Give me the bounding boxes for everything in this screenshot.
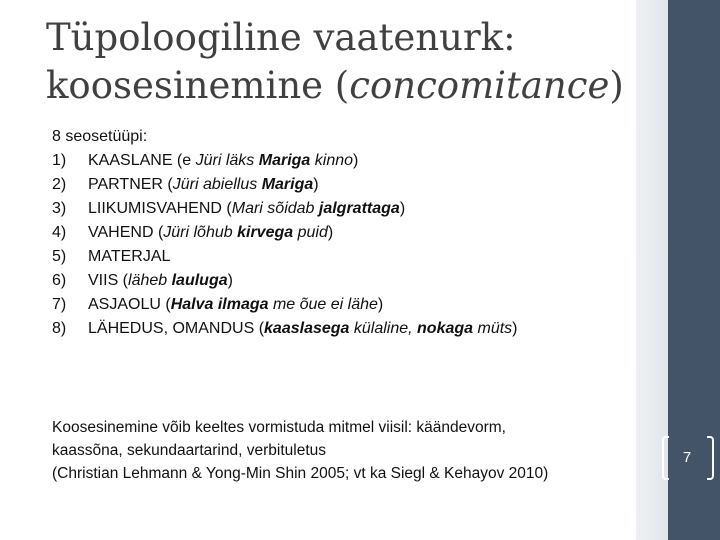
list-item-number: 5): [52, 248, 67, 265]
list-item-segment: ): [327, 224, 334, 241]
list-item-segment: KAASLANE (e: [88, 152, 196, 169]
list-item-segment: LÄHEDUS, OMANDUS (: [88, 320, 265, 337]
list-item-segment: me õue ei lähe: [268, 296, 378, 313]
title-line-2: [46, 62, 636, 110]
list-item-number: 3): [52, 200, 67, 217]
list-item-segment: Halva ilmaga: [170, 296, 269, 313]
list-intro: 8 seosetüüpi:: [52, 128, 148, 145]
list-item: [52, 269, 632, 293]
list-item-text: [88, 317, 518, 341]
list-item-number: 7): [52, 296, 67, 313]
list-item-segment: müts: [473, 320, 513, 337]
list-item-segment: VIIS (: [88, 272, 129, 289]
relation-type-list: [52, 149, 632, 341]
slide-body: [52, 125, 632, 341]
list-item-number: 1): [52, 152, 67, 169]
list-item-segment: puid: [293, 224, 328, 241]
list-item-segment: LIIKUMISVAHEND (: [88, 200, 232, 217]
list-item-segment: ): [399, 200, 406, 217]
list-item-segment: ): [512, 320, 518, 337]
list-item-segment: VAHEND (: [88, 224, 164, 241]
list-item-segment: ASJAOLU (: [88, 296, 171, 313]
title-line-2-italic: concomitance: [349, 64, 610, 107]
list-item-segment: jalgrattaga: [318, 200, 400, 217]
list-item-text: [88, 221, 333, 245]
list-item-number: 2): [52, 176, 67, 193]
list-item-segment: kaaslasega: [264, 320, 350, 337]
slide-title: [46, 14, 636, 110]
title-line-2-plain: koosesinemine (: [46, 64, 350, 107]
list-item: [52, 293, 632, 317]
list-item-segment: kinno: [310, 152, 354, 169]
slide-number: 7: [682, 449, 692, 466]
list-item-segment: Jüri lõhub: [163, 224, 238, 241]
title-line-1: Tüpoloogiline vaatenurk:: [46, 16, 516, 59]
list-item: [52, 173, 632, 197]
list-item-text: [88, 149, 358, 173]
list-item-segment: kirvega: [237, 224, 294, 241]
list-item-text: [88, 245, 170, 269]
list-item-segment: MATERJAL: [88, 248, 171, 265]
list-item-segment: Jüri abiellus: [172, 176, 262, 193]
list-item: [52, 245, 632, 269]
list-item-number: 8): [52, 320, 67, 337]
slide-number-badge: [658, 436, 716, 480]
list-item-text: [88, 173, 319, 197]
list-item-number: 4): [52, 224, 67, 241]
list-item-segment: külaline,: [349, 320, 418, 337]
list-item: [52, 221, 632, 245]
list-item-number: 6): [52, 272, 67, 289]
footnote-line-1: Koosesinemine võib keeltes vormistuda mitmel viisil: käändevorm,: [52, 419, 506, 436]
list-item-segment: ): [227, 272, 233, 289]
list-item-segment: lauluga: [171, 272, 228, 289]
list-item-segment: ): [353, 152, 359, 169]
list-item-segment: PARTNER (: [88, 176, 173, 193]
list-item-segment: Mari sõidab: [231, 200, 319, 217]
list-item-segment: ): [313, 176, 319, 193]
footnote-line-3: (Christian Lehmann & Yong-Min Shin 2005; vt ka Siegl & Kehayov 2010): [52, 465, 549, 482]
list-item-text: [88, 269, 233, 293]
list-item-text: [88, 197, 405, 221]
list-item-text: [88, 293, 383, 317]
list-item: [52, 149, 632, 173]
footnote-line-2: kaassõna, sekundaartarind, verbituletus: [52, 442, 326, 459]
list-item-segment: Jüri läks: [195, 152, 259, 169]
list-item-segment: ): [377, 296, 384, 313]
title-line-2-close: ): [609, 64, 624, 107]
list-item-segment: läheb: [128, 272, 172, 289]
list-item: [52, 197, 632, 221]
list-item: [52, 317, 632, 341]
list-item-segment: Mariga: [261, 176, 314, 193]
list-item-segment: Mariga: [258, 152, 311, 169]
list-item-segment: nokaga: [417, 320, 474, 337]
footnote: [52, 416, 642, 485]
